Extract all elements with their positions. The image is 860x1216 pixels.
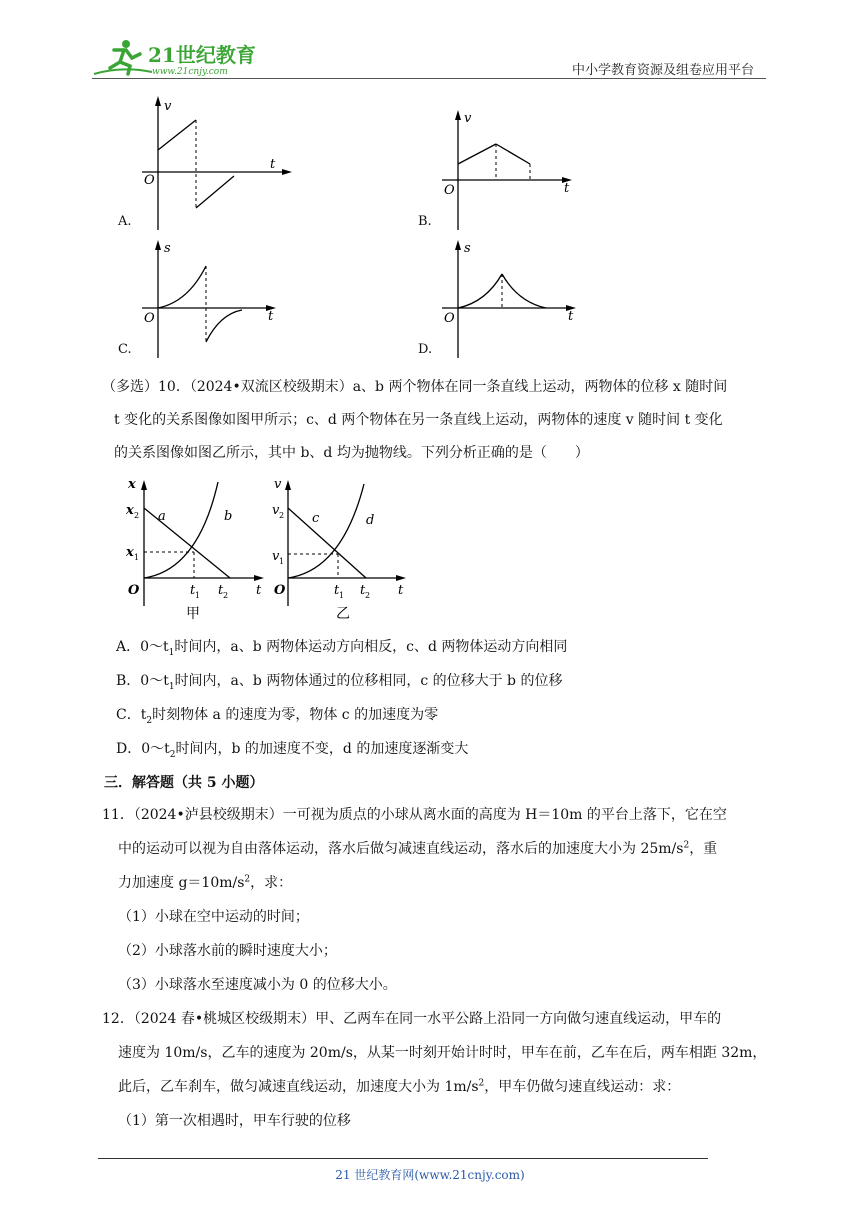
axis-label-y: s [164,241,171,256]
sub-question: （2）小球落水前的瞬时速度大小； [118,943,337,959]
tick-y1-sub: 1 [134,553,140,562]
option-c [118,236,298,360]
origin-label: O [128,583,140,598]
question-10-options [116,636,776,766]
question-text: 12．（2024 春•桃城区校级期末）甲、乙两车在同一水平公路上沿同一方向做匀速直线运动，甲车的 [102,1011,722,1027]
axis-label-x: t [568,309,574,324]
figure-caption: 甲 [186,606,200,622]
axis-label-y: s [464,241,471,256]
option-d [418,236,598,360]
graph-b [438,106,598,232]
tick-t2-sub: 2 [223,591,229,600]
tick-t2: t [360,583,366,598]
axis-label-y: v [164,99,172,114]
tick-t2: t [218,583,224,598]
question-text: 速度为 10m/s，乙车的速度为 20m/s，从某一时刻开始计时时，甲车在前，乙车在后，两车相距 32m， [118,1045,767,1061]
axis-label-x: t [270,157,276,172]
question-10 [102,368,782,468]
curve-label-c: c [312,511,320,526]
question-text: 11．（2024•泸县校级期末）一可视为质点的小球从离水面的高度为 H＝10m 的平台上落下，它在空 [102,807,727,823]
tick-y1: v [272,549,280,564]
graph-a [138,92,298,232]
option-c-text: C．$t_2$时刻物体 a 的速度为零，物体 c 的加速度为零 [116,707,439,726]
origin-label: O [144,311,155,326]
axis-label-y: x [128,477,136,492]
tick-y2-sub: 2 [279,511,285,520]
option-letter: D. [418,342,433,357]
axis-label-x: t [564,181,570,196]
question-text: 的关系图像如图乙所示，其中 b、d 均为抛物线。下列分析正确的是（ ） [114,445,589,461]
tick-y2: x [126,503,134,518]
sub-question: （3）小球落水至速度减小为 0 的位移大小。 [118,977,397,993]
figure-caption: 乙 [336,606,350,622]
tick-y2: v [272,503,280,518]
option-b-text: B．$0\sim t_1$时间内，a、b 两物体通过的位移相同，c 的位移大于 b 的位移 [116,673,563,692]
tick-t1: t [334,583,340,598]
footer-text: 21 世纪教育网(www.21cnjy.com) [335,1168,525,1182]
figure-jia [120,474,270,624]
question-12 [102,1008,782,1148]
option-a [118,92,298,232]
origin-label: O [144,173,155,188]
question-text: 此后，乙车刹车，做匀减速直线运动，加速度大小为 $1m/s^2$，甲车仍做匀速直线运动：求： [118,1078,681,1095]
curve-label-b: b [224,509,233,524]
tick-t2-sub: 2 [365,591,371,600]
question-11 [102,804,782,1004]
origin-label: O [444,183,455,198]
option-a-text: A．$0\sim t_1$时间内，a、b 两物体运动方向相反，c、d 两物体运动方向相同 [116,639,568,658]
figure-yi [262,474,412,624]
tick-t1-sub: 1 [339,591,345,600]
axis-label-x: t [268,309,274,324]
logo-url: www.21cnjy.com [152,67,228,77]
option-letter: B. [418,214,432,229]
footer-divider [98,1158,708,1159]
tick-t1-sub: 1 [195,591,201,600]
origin-label: O [274,583,286,598]
axis-label-y: v [274,477,282,492]
runner-icon [94,40,152,74]
header-divider [92,78,766,79]
section-heading: 三．解答题（共 5 小题） [104,775,264,791]
axis-label-x: t [256,583,262,598]
option-d-text: D．$0\sim t_2$时间内，b 的加速度不变，d 的加速度逐渐变大 [116,741,469,760]
axis-label-y: v [464,111,472,126]
graph-d [438,236,598,360]
curve-label-d: d [366,513,375,528]
axis-label-x: t [398,583,404,598]
platform-name: 中小学教育资源及组卷应用平台 [571,63,754,78]
tick-y1: x [126,545,134,560]
question-text: t 变化的关系图像如图甲所示；c、d 两个物体在另一条直线上运动，两物体的速度 v 随时间 t 变化 [114,412,723,428]
sub-question: （1）第一次相遇时，甲车行驶的位移 [118,1113,351,1129]
option-letter: C. [118,342,132,357]
sub-question: （1）小球在空中运动的时间； [118,909,309,925]
question-text: 力加速度 $g=10m/s^2$，求： [118,874,293,891]
option-letter: A. [118,214,132,229]
question-text: （多选）10．（2024•双流区校级期末）a、b 两个物体在同一条直线上运动，两物体的位移 x 随时间 [102,379,728,395]
question-text: 中的运动可以视为自由落体运动，落水后做匀减速直线运动，落水后的加速度大小为 $25m/s^2$，重 [118,840,718,857]
option-b [418,106,598,232]
tick-t1: t [190,583,196,598]
curve-label-a: a [158,509,166,524]
tick-y1-sub: 1 [279,557,285,566]
graph-c [138,236,298,360]
site-logo [92,36,262,78]
tick-y2-sub: 2 [134,511,140,520]
logo-text: 21世纪教育 [148,43,256,67]
origin-label: O [444,311,455,326]
